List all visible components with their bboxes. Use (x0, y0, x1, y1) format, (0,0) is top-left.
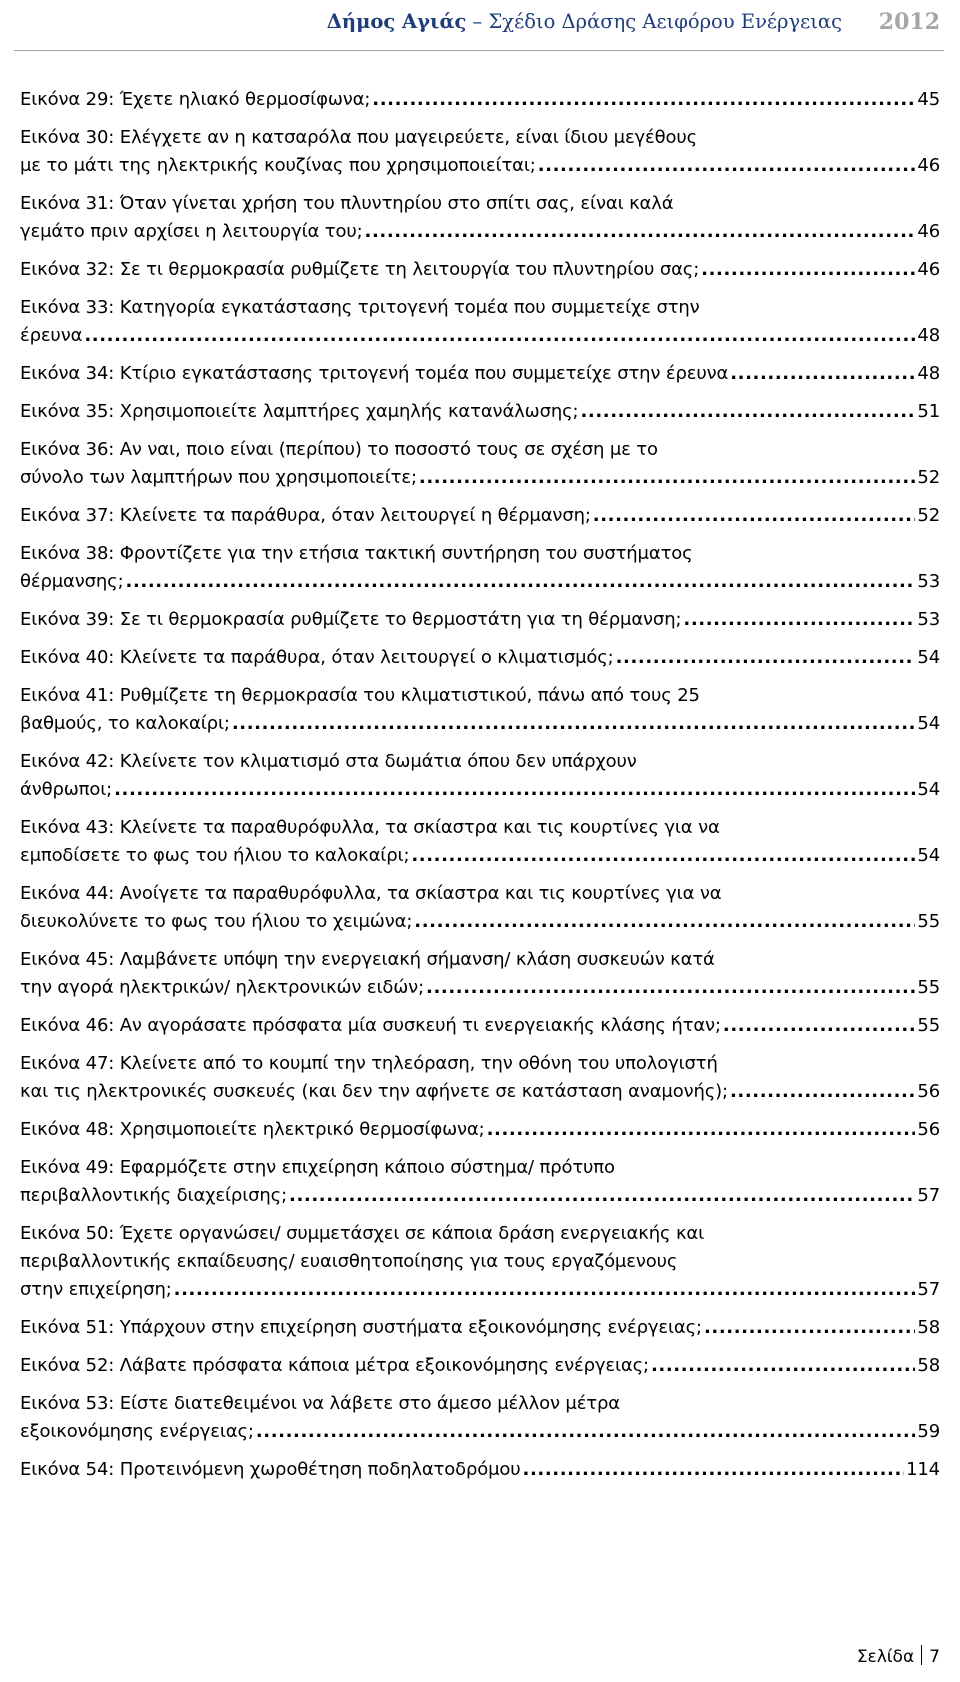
toc-dot-leader (126, 568, 916, 596)
toc-entry[interactable] (20, 946, 940, 1002)
toc-entry[interactable] (20, 398, 940, 426)
toc-entry-line: Εικόνα 53: Είστε διατεθειμένοι να λάβετε στο άμεσο μέλλον μέτρα (20, 1393, 620, 1414)
toc-entry[interactable] (20, 1012, 940, 1040)
toc-dot-leader (411, 842, 915, 870)
toc-entry-text: διευκολύνετε το φως του ήλιου το χειμώνα; (20, 911, 413, 932)
toc-dot-leader (523, 1456, 905, 1484)
toc-entry-text: Εικόνα 34: Κτίριο εγκατάστασης τριτογενή τομέα που συμμετείχε στην έρευνα (20, 363, 729, 384)
toc-entry-last-line (20, 152, 940, 180)
toc-dot-leader (419, 464, 916, 492)
toc-entry-last-line (20, 908, 940, 936)
toc-entry[interactable] (20, 1050, 940, 1106)
toc-dot-leader (174, 1276, 916, 1304)
toc-dot-leader (487, 1116, 916, 1144)
toc-page-number: 48 (917, 363, 940, 384)
toc-dot-leader (730, 360, 915, 388)
toc-entry-text: Εικόνα 32: Σε τι θερμοκρασία ρυθμίζετε τη λειτουργία του πλυντηρίου σας; (20, 259, 700, 280)
toc-entry-last-line (20, 464, 940, 492)
toc-entry-last-line (20, 606, 940, 634)
toc-entry-last-line (20, 710, 940, 738)
toc-page-number: 54 (917, 845, 940, 866)
toc-entry-line: Εικόνα 43: Κλείνετε τα παραθυρόφυλλα, τα σκίαστρα και τις κουρτίνες για να (20, 817, 720, 838)
header-plan-title: Σχέδιο Δράσης Αειφόρου Ενέργειας (488, 10, 842, 33)
toc-entry-text: άνθρωποι; (20, 779, 113, 800)
toc-dot-leader (289, 1182, 915, 1210)
toc-entry-last-line (20, 398, 940, 426)
toc-entry-line: Εικόνα 47: Κλείνετε από το κουμπί την τηλεόραση, την οθόνη του υπολογιστή (20, 1053, 718, 1074)
toc-entry-last-line (20, 568, 940, 596)
toc-page-number: 56 (917, 1119, 940, 1140)
toc-page-number: 53 (917, 609, 940, 630)
toc-entry[interactable] (20, 748, 940, 804)
toc-entry-text: με το μάτι της ηλεκτρικής κουζίνας που χρησιμοποιείται; (20, 155, 536, 176)
toc-entry-line: Εικόνα 41: Ρυθμίζετε τη θερμοκρασία του κλιματιστικού, πάνω από τους 25 (20, 685, 700, 706)
toc-entry-line: Εικόνα 50: Έχετε οργανώσει/ συμμετάσχει σε κάποια δράση ενεργειακής και (20, 1223, 705, 1244)
toc-dot-leader (593, 502, 916, 530)
toc-entry-text: Εικόνα 52: Λάβατε πρόσφατα κάποια μέτρα εξοικονόμησης ενέργειας; (20, 1355, 649, 1376)
toc-entry[interactable] (20, 814, 940, 870)
toc-entry[interactable] (20, 190, 940, 246)
toc-entry-text: Εικόνα 51: Υπάρχουν στην επιχείρηση συστήματα εξοικονόμησης ενέργειας; (20, 1317, 702, 1338)
toc-entry-text: περιβαλλοντικής διαχείρισης; (20, 1185, 287, 1206)
toc-page-number: 55 (917, 911, 940, 932)
toc-entry[interactable] (20, 294, 940, 350)
toc-page-number: 45 (917, 89, 940, 110)
toc-entry-text: Εικόνα 29: Έχετε ηλιακό θερμοσίφωνα; (20, 89, 371, 110)
toc-entry-line: Εικόνα 44: Ανοίγετε τα παραθυρόφυλλα, τα σκίαστρα και τις κουρτίνες για να (20, 883, 722, 904)
toc-entry-line: Εικόνα 31: Όταν γίνεται χρήση του πλυντηρίου στο σπίτι σας, είναι καλά (20, 193, 674, 214)
toc-entry-last-line (20, 256, 940, 284)
header-municipality: Δήμος Αγιάς (326, 10, 467, 33)
toc-dot-leader (580, 398, 915, 426)
toc-entry-last-line (20, 322, 940, 350)
header-year: 2012 (878, 9, 940, 35)
toc-entry[interactable] (20, 360, 940, 388)
toc-entry[interactable] (20, 256, 940, 284)
toc-entry[interactable] (20, 1154, 940, 1210)
toc-page-number: 52 (917, 505, 940, 526)
toc-entry-text: Εικόνα 37: Κλείνετε τα παράθυρα, όταν λειτουργεί η θέρμανση; (20, 505, 591, 526)
toc-page-number: 52 (917, 467, 940, 488)
toc-entry-text: στην επιχείρηση; (20, 1279, 172, 1300)
header-divider (14, 50, 944, 51)
toc-entry-line: Εικόνα 45: Λαμβάνετε υπόψη την ενεργειακή σήμανση/ κλάση συσκευών κατά (20, 949, 715, 970)
toc-entry-last-line (20, 842, 940, 870)
toc-entry-text: Εικόνα 39: Σε τι θερμοκρασία ρυθμίζετε το θερμοστάτη για τη θέρμανση; (20, 609, 682, 630)
table-of-figures (20, 86, 940, 1494)
toc-entry[interactable] (20, 502, 940, 530)
toc-page-number: 59 (917, 1421, 940, 1442)
footer-page-number: 7 (929, 1647, 940, 1667)
toc-page-number: 57 (917, 1279, 940, 1300)
toc-dot-leader (232, 710, 916, 738)
toc-page-number: 58 (917, 1355, 940, 1376)
toc-entry-last-line (20, 502, 940, 530)
toc-page-number: 55 (917, 1015, 940, 1036)
toc-entry-line: Εικόνα 30: Ελέγχετε αν η κατσαρόλα που μαγειρεύετε, είναι ίδιου μεγέθους (20, 127, 698, 148)
toc-entry[interactable] (20, 1456, 940, 1484)
toc-entry-text: Εικόνα 40: Κλείνετε τα παράθυρα, όταν λειτουργεί ο κλιματισμός; (20, 647, 614, 668)
header-title (327, 10, 842, 33)
toc-entry-text: θέρμανσης; (20, 571, 124, 592)
toc-entry-text: και τις ηλεκτρονικές συσκευές (και δεν την αφήνετε σε κατάσταση αναμονής); (20, 1081, 728, 1102)
toc-dot-leader (683, 606, 915, 634)
toc-entry[interactable] (20, 86, 940, 114)
toc-page-number: 57 (917, 1185, 940, 1206)
toc-entry[interactable] (20, 1390, 940, 1446)
toc-entry-line: Εικόνα 42: Κλείνετε τον κλιματισμό στα δωμάτια όπου δεν υπάρχουν (20, 751, 637, 772)
toc-entry-last-line (20, 644, 940, 672)
toc-entry-last-line (20, 1456, 940, 1484)
toc-entry[interactable] (20, 880, 940, 936)
footer-page-label: Σελίδα (856, 1647, 915, 1667)
toc-dot-leader (723, 1012, 916, 1040)
toc-entry-line: Εικόνα 49: Εφαρμόζετε στην επιχείρηση κάποιο σύστημα/ πρότυπο (20, 1157, 615, 1178)
toc-page-number: 54 (917, 713, 940, 734)
toc-dot-leader (84, 322, 915, 350)
toc-dot-leader (372, 86, 915, 114)
page-footer (857, 1645, 940, 1667)
toc-entry-last-line (20, 1012, 940, 1040)
toc-entry[interactable] (20, 436, 940, 492)
toc-entry-text: Εικόνα 35: Χρησιμοποιείτε λαμπτήρες χαμηλής κατανάλωσης; (20, 401, 579, 422)
toc-entry-text: έρευνα (20, 325, 83, 346)
toc-dot-leader (365, 218, 916, 246)
toc-entry-last-line (20, 218, 940, 246)
toc-entry-last-line (20, 776, 940, 804)
toc-entry[interactable] (20, 124, 940, 180)
toc-entry-text: την αγορά ηλεκτρικών/ ηλεκτρονικών ειδών; (20, 977, 424, 998)
toc-dot-leader (426, 974, 915, 1002)
toc-entry-text: Εικόνα 48: Χρησιμοποιείτε ηλεκτρικό θερμοσίφωνα; (20, 1119, 485, 1140)
toc-page-number: 53 (917, 571, 940, 592)
toc-page-number: 46 (917, 259, 940, 280)
toc-entry[interactable] (20, 682, 940, 738)
page-header (0, 0, 960, 62)
toc-entry[interactable] (20, 1220, 940, 1304)
toc-entry-line: Εικόνα 38: Φροντίζετε για την ετήσια τακτική συντήρηση του συστήματος (20, 543, 693, 564)
toc-page-number: 58 (917, 1317, 940, 1338)
toc-entry-text: εμποδίσετε το φως του ήλιου το καλοκαίρι; (20, 845, 410, 866)
toc-entry-last-line (20, 1352, 940, 1380)
toc-entry-line: Εικόνα 36: Αν ναι, ποιο είναι (περίπου) το ποσοστό τους σε σχέση με το (20, 439, 658, 460)
toc-dot-leader (414, 908, 915, 936)
toc-entry-last-line (20, 974, 940, 1002)
toc-dot-leader (730, 1078, 915, 1106)
toc-dot-leader (114, 776, 915, 804)
toc-page-number: 114 (906, 1459, 940, 1480)
toc-entry-last-line (20, 1314, 940, 1342)
toc-entry-text: βαθμούς, το καλοκαίρι; (20, 713, 230, 734)
toc-entry-last-line (20, 1116, 940, 1144)
toc-entry-text: γεμάτο πριν αρχίσει η λειτουργία του; (20, 221, 363, 242)
toc-dot-leader (616, 644, 916, 672)
toc-page-number: 48 (917, 325, 940, 346)
toc-page-number: 54 (917, 779, 940, 800)
toc-entry-line: περιβαλλοντικής εκπαίδευσης/ ευαισθητοποίησης για τους εργαζόμενους (20, 1251, 678, 1272)
toc-entry[interactable] (20, 1314, 940, 1342)
toc-entry[interactable] (20, 1352, 940, 1380)
toc-entry[interactable] (20, 540, 940, 596)
toc-page-number: 54 (917, 647, 940, 668)
toc-page-number: 46 (917, 221, 940, 242)
toc-dot-leader (704, 1314, 915, 1342)
toc-entry-last-line (20, 86, 940, 114)
toc-entry-last-line (20, 1276, 940, 1304)
toc-page-number: 46 (917, 155, 940, 176)
toc-dot-leader (256, 1418, 916, 1446)
toc-entry-last-line (20, 1182, 940, 1210)
toc-dot-leader (701, 256, 915, 284)
toc-entry-text: εξοικονόμησης ενέργειας; (20, 1421, 254, 1442)
toc-entry-line: Εικόνα 33: Κατηγορία εγκατάστασης τριτογενή τομέα που συμμετείχε στην (20, 297, 700, 318)
footer-separator (921, 1645, 922, 1665)
toc-entry-last-line (20, 360, 940, 388)
toc-page-number: 55 (917, 977, 940, 998)
toc-entry[interactable] (20, 644, 940, 672)
toc-entry-last-line (20, 1418, 940, 1446)
toc-entry[interactable] (20, 1116, 940, 1144)
toc-entry-text: Εικόνα 46: Αν αγοράσατε πρόσφατα μία συσκευή τι ενεργειακής κλάσης ήταν; (20, 1015, 721, 1036)
toc-entry[interactable] (20, 606, 940, 634)
toc-dot-leader (651, 1352, 915, 1380)
toc-entry-text: Εικόνα 54: Προτεινόμενη χωροθέτηση ποδηλατοδρόμου (20, 1459, 521, 1480)
toc-dot-leader (538, 152, 916, 180)
toc-entry-last-line (20, 1078, 940, 1106)
header-dash: – (472, 10, 483, 33)
toc-page-number: 51 (917, 401, 940, 422)
toc-page-number: 56 (917, 1081, 940, 1102)
toc-entry-text: σύνολο των λαμπτήρων που χρησιμοποιείτε; (20, 467, 417, 488)
